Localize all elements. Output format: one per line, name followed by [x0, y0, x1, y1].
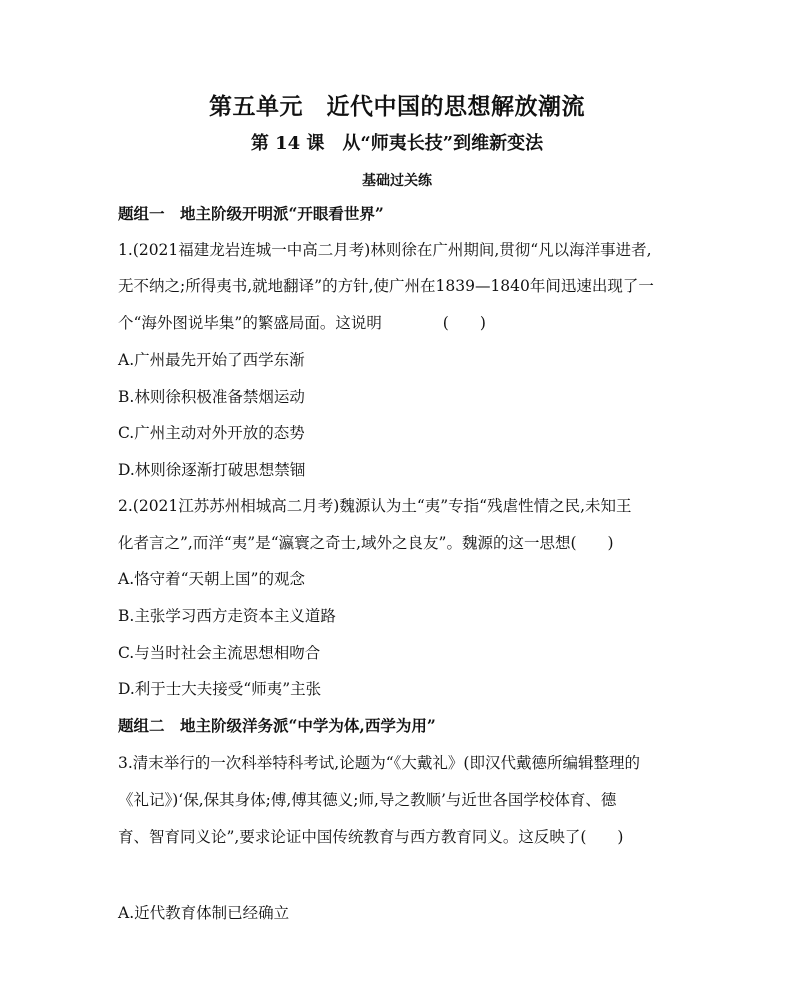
- q3-stem-line-3: 育、智育同义论”,要求论证中国传统教育与西方教育同义。这反映了( ): [118, 828, 624, 846]
- unit-title: 第五单元 近代中国的思想解放潮流: [209, 93, 585, 120]
- section-title: 基础过关练: [362, 173, 432, 189]
- q3-stem-line-2: 《礼记》)‘保,保其身体;傅,傅其德义;师,导之教顺’与近世各国学校体育、德: [118, 791, 617, 809]
- q2-option-d: D.利于士大夫接受“师夷”主张: [118, 680, 322, 698]
- q1-option-c: C.广州主动对外开放的态势: [118, 424, 305, 442]
- q1-option-b: B.林则徐积极准备禁烟运动: [118, 388, 305, 406]
- q3-option-a: A.近代教育体制已经确立: [118, 904, 290, 922]
- q1-option-a: A.广州最先开始了西学东渐: [118, 351, 305, 369]
- q1-answer-blank: ( ): [442, 314, 486, 332]
- q1-stem-line-2: 无不纳之;所得夷书,就地翻译”的方针,使广州在1839—1840年间迅速出现了一: [118, 277, 654, 295]
- q3-stem-line-1: 3.清末举行的一次科举特科考试,论题为“《大戴礼》(即汉代戴德所编辑整理的: [118, 754, 640, 772]
- lesson-title: 第 14 课 从“师夷长技”到维新变法: [250, 133, 544, 154]
- q1-stem-text: 个“海外图说毕集”的繁盛局面。这说明: [118, 314, 382, 332]
- q2-option-c: C.与当时社会主流思想相吻合: [118, 644, 321, 662]
- group-2-title: 题组二 地主阶级洋务派“中学为体,西学为用”: [118, 716, 436, 735]
- q2-option-a: A.恪守着“天朝上国”的观念: [118, 570, 305, 588]
- q1-option-d: D.林则徐逐渐打破思想禁锢: [118, 461, 306, 479]
- q1-stem-line-3: [118, 312, 486, 334]
- q1-stem-line-1: 1.(2021福建龙岩连城一中高二月考)林则徐在广州期间,贯彻“凡以海洋事进者,: [118, 241, 652, 259]
- q2-stem-line-1: 2.(2021江苏苏州相城高二月考)魏源认为土“夷”专指“残虐性情之民,未知王: [118, 497, 632, 515]
- q2-option-b: B.主张学习西方走资本主义道路: [118, 607, 336, 625]
- q2-stem-line-2: 化者言之”,而洋“夷”是“瀛寰之奇士,域外之良友”。魏源的这一思想( ): [118, 534, 614, 552]
- group-1-title: 题组一 地主阶级开明派“开眼看世界”: [118, 204, 384, 223]
